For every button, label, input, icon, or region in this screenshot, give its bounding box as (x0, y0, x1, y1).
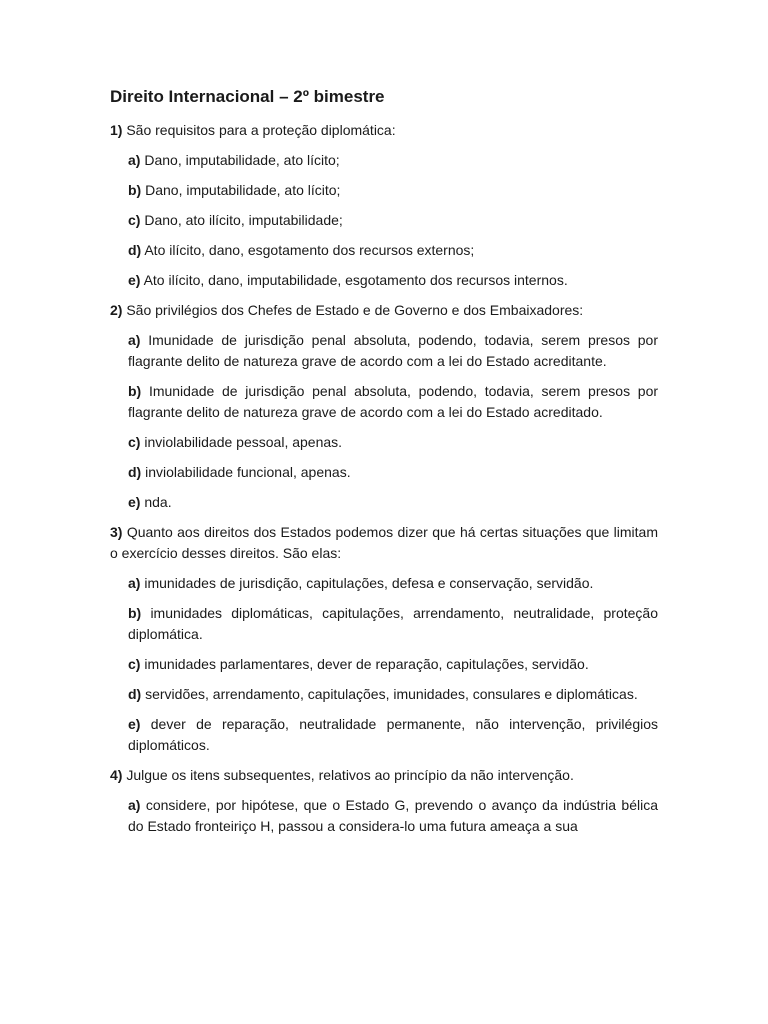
option-letter: a) (128, 797, 141, 813)
option-2c (128, 432, 658, 453)
question-4 (110, 765, 658, 786)
option-3d (128, 684, 658, 705)
option-letter: e) (128, 716, 141, 732)
option-letter: b) (128, 182, 142, 198)
option-3e (128, 714, 658, 756)
option-1c (128, 210, 658, 231)
option-1b (128, 180, 658, 201)
option-text: Dano, imputabilidade, ato lícito; (144, 152, 340, 168)
option-text: Ato ilícito, dano, imputabilidade, esgotamento dos recursos internos. (143, 272, 568, 288)
option-text: nda. (144, 494, 172, 510)
option-3b (128, 603, 658, 645)
option-3a (128, 573, 658, 594)
option-text: Imunidade de jurisdição penal absoluta, podendo, todavia, serem presos por flagrante delito de natureza grave de acordo com a lei do Estado acreditado. (128, 383, 659, 420)
document-page (110, 86, 658, 846)
option-letter: c) (128, 212, 141, 228)
option-4a (128, 795, 658, 837)
question-1 (110, 120, 658, 141)
option-2d (128, 462, 658, 483)
option-1d (128, 240, 658, 261)
option-1a (128, 150, 658, 171)
question-2 (110, 300, 658, 321)
question-text: São requisitos para a proteção diplomática: (126, 122, 396, 138)
option-2e (128, 492, 658, 513)
option-text: imunidades parlamentares, dever de reparação, capitulações, servidão. (144, 656, 589, 672)
option-letter: a) (128, 575, 141, 591)
option-letter: d) (128, 242, 142, 258)
option-letter: a) (128, 152, 141, 168)
option-letter: d) (128, 464, 142, 480)
document-title: Direito Internacional – 2º bimestre (110, 87, 385, 106)
option-2a (128, 330, 658, 372)
option-text: considere, por hipótese, que o Estado G, prevendo o avanço da indústria bélica do Estado fronteiriço H, passou a considera-lo uma futura ameaça a sua (128, 797, 658, 834)
option-text: dever de reparação, neutralidade permanente, não intervenção, privilégios diplomáticos. (128, 716, 658, 753)
option-letter: c) (128, 656, 141, 672)
question-text: Julgue os itens subsequentes, relativos ao princípio da não intervenção. (126, 767, 574, 783)
option-text: Imunidade de jurisdição penal absoluta, podendo, todavia, serem presos por flagrante delito de natureza grave de acordo com a lei do Estado acreditante. (128, 332, 658, 369)
question-3 (110, 522, 658, 564)
question-text: São privilégios dos Chefes de Estado e de Governo e dos Embaixadores: (126, 302, 584, 318)
option-letter: c) (128, 434, 141, 450)
option-text: Dano, imputabilidade, ato lícito; (145, 182, 341, 198)
option-text: imunidades diplomáticas, capitulações, arrendamento, neutralidade, proteção diplomática. (128, 605, 658, 642)
question-number: 1) (110, 122, 123, 138)
option-text: Ato ilícito, dano, esgotamento dos recursos externos; (144, 242, 475, 258)
option-letter: a) (128, 332, 141, 348)
option-3c (128, 654, 658, 675)
option-letter: b) (128, 383, 142, 399)
option-1e (128, 270, 658, 291)
option-letter: b) (128, 605, 142, 621)
option-text: inviolabilidade funcional, apenas. (145, 464, 351, 480)
question-text: Quanto aos direitos dos Estados podemos dizer que há certas situações que limitam o exercício desses direitos. São elas: (110, 524, 659, 561)
option-text: servidões, arrendamento, capitulações, imunidades, consulares e diplomáticas. (145, 686, 638, 702)
option-letter: e) (128, 494, 141, 510)
option-letter: d) (128, 686, 142, 702)
option-text: imunidades de jurisdição, capitulações, defesa e conservação, servidão. (144, 575, 594, 591)
option-text: Dano, ato ilícito, imputabilidade; (144, 212, 343, 228)
option-2b (128, 381, 658, 423)
option-letter: e) (128, 272, 141, 288)
question-number: 4) (110, 767, 123, 783)
question-number: 2) (110, 302, 123, 318)
option-text: inviolabilidade pessoal, apenas. (144, 434, 343, 450)
question-number: 3) (110, 524, 123, 540)
